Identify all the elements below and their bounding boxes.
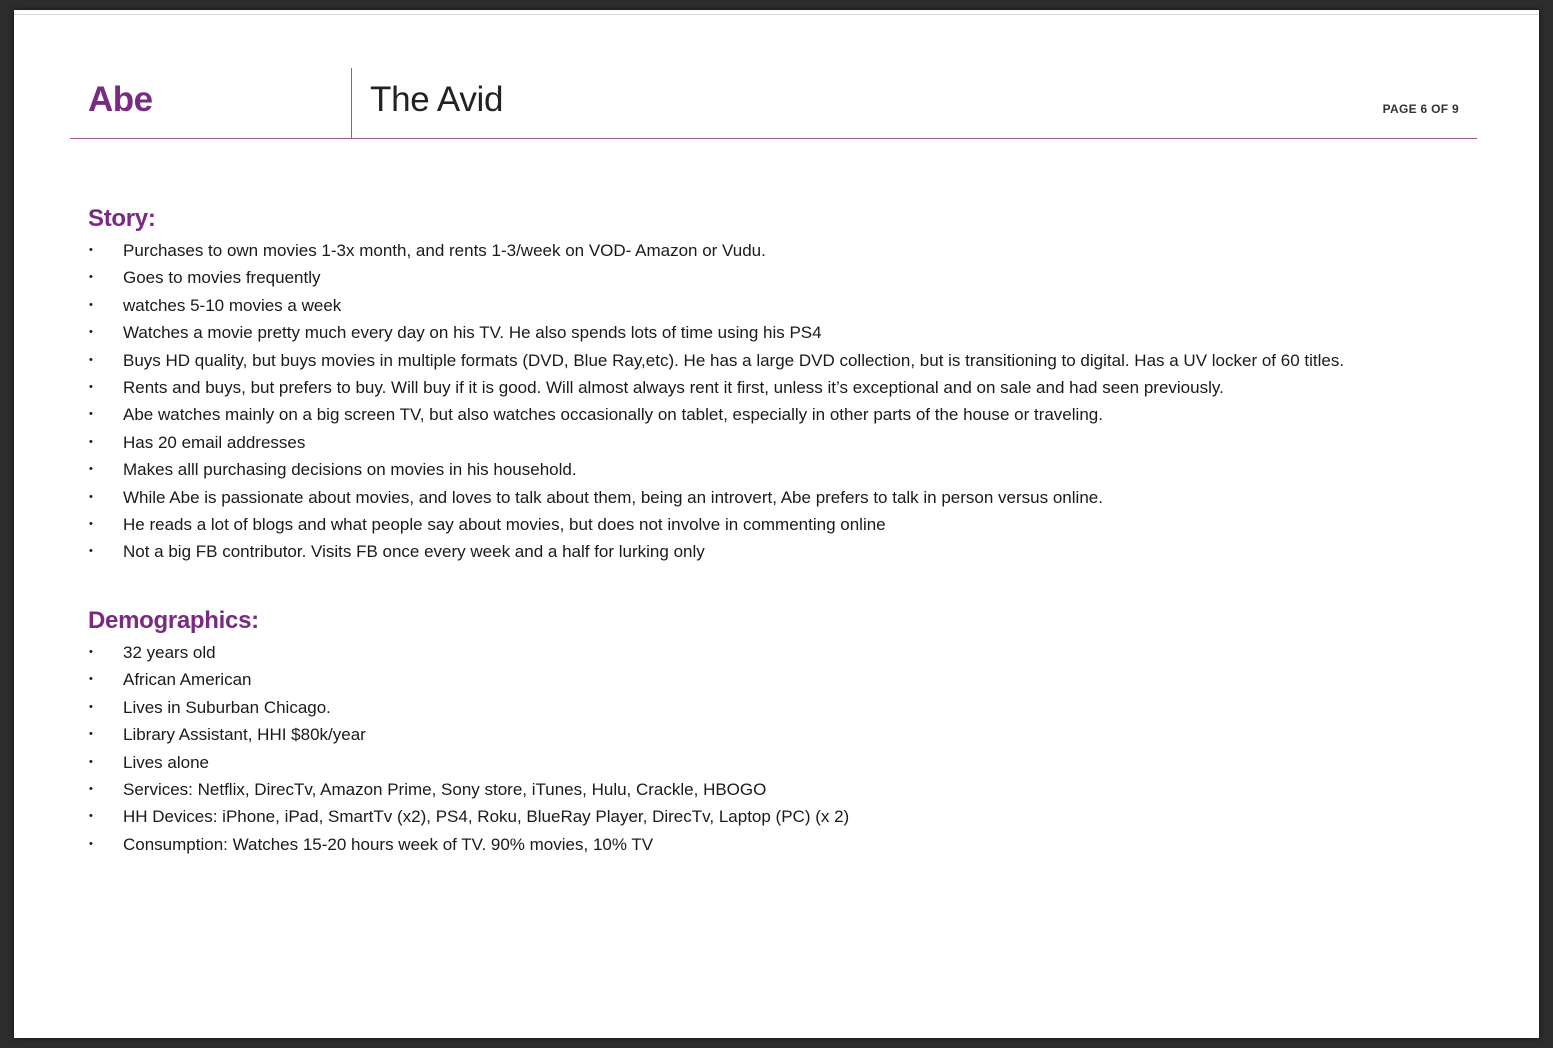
story-section bbox=[88, 203, 1488, 566]
list-item bbox=[88, 749, 1488, 776]
bullet-icon: • bbox=[89, 517, 93, 530]
list-item-text: Lives alone bbox=[123, 752, 210, 772]
bullet-icon: • bbox=[89, 380, 93, 393]
bullet-icon: • bbox=[89, 545, 93, 558]
bullet-icon: • bbox=[89, 435, 93, 448]
list-item-text: Purchases to own movies 1-3x month, and rents 1-3/week on VOD- Amazon or Vudu. bbox=[123, 241, 766, 260]
bullet-icon: • bbox=[89, 673, 93, 686]
list-item-text: Abe watches mainly on a big screen TV, but also watches occasionally on tablet, especially in other parts of the house or traveling. bbox=[123, 405, 1103, 425]
demographics-section bbox=[88, 605, 1488, 858]
bullet-icon: • bbox=[89, 490, 93, 503]
list-item bbox=[88, 666, 1488, 693]
list-item-text: Services: Netflix, DirecTv, Amazon Prime, Sony store, iTunes, Hulu, Crackle, HBOGO bbox=[123, 779, 767, 799]
document-page bbox=[14, 10, 1539, 1038]
bullet-icon: • bbox=[89, 700, 93, 713]
list-item bbox=[88, 292, 1488, 319]
list-item-text: Lives in Suburban Chicago. bbox=[123, 697, 331, 717]
story-heading: Story: bbox=[88, 205, 156, 232]
list-item bbox=[88, 264, 1488, 291]
list-item bbox=[88, 639, 1488, 666]
demographics-list bbox=[88, 639, 1488, 858]
persona-name: Abe bbox=[88, 80, 153, 119]
bullet-icon: • bbox=[89, 244, 93, 256]
persona-title: The Avid bbox=[370, 80, 504, 119]
list-item-text: Makes alll purchasing decisions on movies in his household. bbox=[123, 460, 577, 480]
list-item bbox=[88, 694, 1488, 721]
list-item bbox=[88, 374, 1488, 401]
bullet-icon: • bbox=[89, 728, 93, 741]
list-item-text: Buys HD quality, but buys movies in multiple formats (DVD, Blue Ray,etc). He has a large DVD collection, but is transitioning to digital. Has a UV locker of 60 titles. bbox=[123, 350, 1345, 370]
list-item bbox=[88, 538, 1488, 565]
page-header bbox=[70, 68, 1477, 139]
list-item bbox=[88, 803, 1488, 830]
list-item-text: watches 5-10 movies a week bbox=[123, 295, 342, 315]
list-item-text: While Abe is passionate about movies, and loves to talk about them, being an introvert, Abe prefers to talk in person versus online. bbox=[123, 487, 1103, 507]
list-item bbox=[88, 347, 1488, 374]
list-item-text: Not a big FB contributor. Visits FB once every week and a half for lurking only bbox=[123, 542, 705, 562]
page-top-rule bbox=[14, 14, 1539, 15]
list-item bbox=[88, 429, 1488, 456]
list-item-text: 32 years old bbox=[123, 643, 216, 662]
bullet-icon: • bbox=[89, 755, 93, 768]
bullet-icon: • bbox=[89, 298, 93, 311]
list-item-text: Consumption: Watches 15-20 hours week of TV. 90% movies, 10% TV bbox=[123, 834, 654, 854]
story-list bbox=[88, 237, 1488, 566]
list-item bbox=[88, 456, 1488, 483]
list-item bbox=[88, 237, 1488, 264]
list-item bbox=[88, 831, 1488, 858]
list-item-text: African American bbox=[123, 670, 252, 690]
list-item bbox=[88, 721, 1488, 748]
list-item-text: Library Assistant, HHI $80k/year bbox=[123, 725, 366, 745]
page-number: PAGE 6 OF 9 bbox=[1382, 102, 1459, 116]
demographics-heading: Demographics: bbox=[88, 607, 259, 634]
bullet-icon: • bbox=[89, 810, 93, 823]
list-item bbox=[88, 401, 1488, 428]
bullet-icon: • bbox=[89, 408, 93, 421]
header-divider bbox=[351, 68, 352, 138]
list-item-text: Has 20 email addresses bbox=[123, 432, 306, 452]
bullet-icon: • bbox=[89, 326, 93, 339]
list-item-text: HH Devices: iPhone, iPad, SmartTv (x2), PS4, Roku, BlueRay Player, DirecTv, Laptop (PC) (x 2) bbox=[123, 807, 850, 827]
bullet-icon: • bbox=[89, 782, 93, 795]
bullet-icon: • bbox=[89, 463, 93, 476]
list-item-text: Watches a movie pretty much every day on his TV. He also spends lots of time using his PS4 bbox=[123, 323, 822, 343]
list-item-text: Rents and buys, but prefers to buy. Will buy if it is good. Will almost always rent it first, unless it’s exceptional and on sale and had seen previously. bbox=[123, 377, 1224, 397]
list-item-text: He reads a lot of blogs and what people say about movies, but does not involve in commenting online bbox=[123, 514, 886, 534]
list-item bbox=[88, 511, 1488, 538]
bullet-icon: • bbox=[89, 353, 93, 366]
list-item bbox=[88, 776, 1488, 803]
list-item bbox=[88, 319, 1488, 346]
list-item-text: Goes to movies frequently bbox=[123, 268, 321, 288]
bullet-icon: • bbox=[89, 646, 93, 658]
bullet-icon: • bbox=[89, 271, 93, 284]
list-item bbox=[88, 484, 1488, 511]
bullet-icon: • bbox=[89, 837, 93, 850]
